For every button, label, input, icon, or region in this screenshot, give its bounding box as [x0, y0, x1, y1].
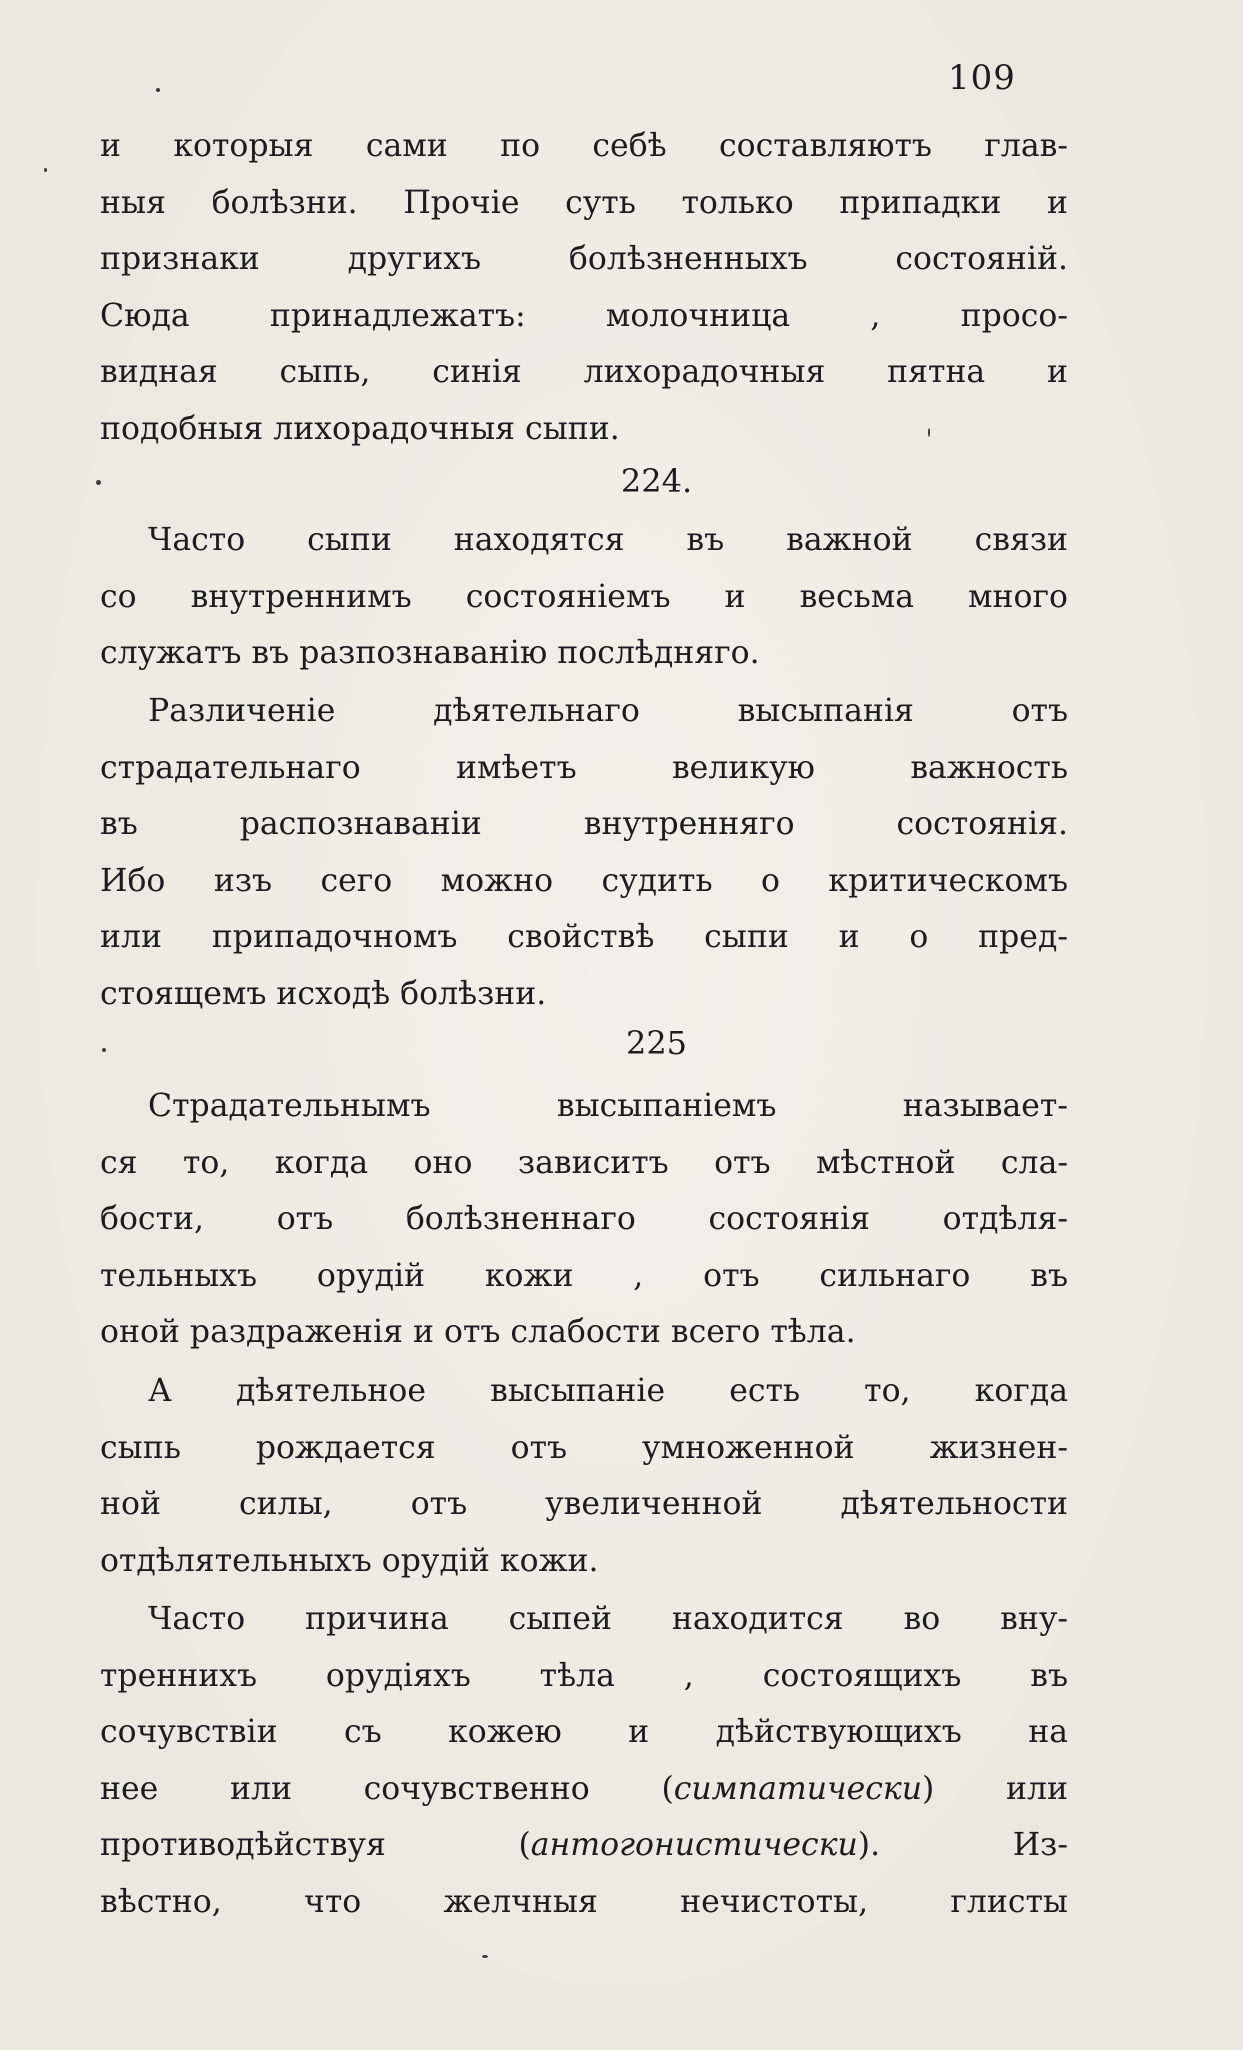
text-line: со внутреннимъ состояніемъ и весьма много [100, 578, 1068, 615]
text-fragment: ). Из- [857, 1827, 1068, 1863]
text-line: видная сыпь, синія лихорадочныя пятна и [100, 354, 1068, 390]
text-line: страдательнаго имѣетъ великую важность [100, 749, 1068, 786]
text-line: Страдательнымъ высыпаніемъ называет- [148, 1088, 1068, 1124]
paper-speck [96, 480, 101, 485]
text-line: Различеніе дѣятельнаго высыпанія отъ [148, 693, 1068, 729]
text-fragment: нее или сочувственно ( [100, 1770, 674, 1807]
page-number: 109 [948, 58, 1016, 98]
text-line [100, 1817, 1068, 1874]
text-line: Часто сыпи находятся въ важной связи [148, 522, 1068, 558]
paragraph-225-a [100, 1078, 1068, 1361]
italic-term: антогонистически [530, 1827, 858, 1863]
text-line: А дѣятельное высыпаніе есть то, когда [148, 1373, 1068, 1409]
text-line: вѣстно, что желчныя нечистоты, глисты [100, 1883, 1068, 1920]
text-line: Сюда принадлежатъ: молочница , просо- [100, 297, 1068, 334]
paragraph-225-c [100, 1591, 1068, 1930]
section-number-224: 224. [620, 462, 693, 500]
paper-speck [156, 88, 160, 92]
text-line: отдѣлятельныхъ орудій кожи. [100, 1542, 599, 1579]
text-line: бости, отъ болѣзненнаго состоянія отдѣля- [100, 1201, 1068, 1237]
text-line: ной силы, отъ увеличенной дѣятельности [100, 1486, 1068, 1522]
text-fragment: противодѣйствуя ( [100, 1827, 531, 1863]
paragraph-224-a [100, 512, 1068, 682]
paragraph-224-b [100, 683, 1068, 1022]
text-line: и которыя сами по себѣ составляютъ глав- [100, 128, 1068, 164]
text-line: сочувствіи съ кожею и дѣйствующихъ на [100, 1714, 1068, 1750]
paper-speck [102, 1048, 106, 1052]
text-line: подобныя лихорадочныя сыпи. [100, 410, 620, 447]
text-line: ся то, когда оно зависитъ отъ мѣстной сла- [100, 1144, 1068, 1181]
section-number-225: 225 [625, 1024, 688, 1062]
paper-speck [44, 168, 47, 172]
text-line: признаки другихъ болѣзненныхъ состояній. [100, 241, 1068, 277]
text-line: треннихъ орудіяхъ тѣла , состоящихъ въ [100, 1657, 1068, 1694]
text-line: въ распознаваніи внутренняго состоянія. [100, 806, 1068, 842]
text-line [100, 1761, 1068, 1818]
text-fragment: ) или [922, 1770, 1068, 1807]
text-line: тельныхъ орудій кожи , отъ сильнаго въ [100, 1257, 1068, 1294]
text-line: Ибо изъ сего можно судить о критическомъ [100, 862, 1068, 899]
paragraph-continuation [100, 118, 1068, 457]
text-line: оной раздраженія и отъ слабости всего тѣла. [100, 1314, 856, 1350]
text-line: или припадочномъ свойствѣ сыпи и о пред- [100, 919, 1068, 955]
text-line: служатъ въ разпознаванію послѣдняго. [100, 635, 760, 671]
paragraph-225-b [100, 1363, 1068, 1589]
text-line: стоящемъ исходѣ болѣзни. [100, 975, 547, 1012]
text-line: сыпь рождается отъ умноженной жизнен- [100, 1429, 1068, 1466]
paper-speck [482, 1955, 488, 1958]
text-line: Часто причина сыпей находится во вну- [148, 1601, 1068, 1637]
text-line: ныя болѣзни. Прочіе суть только припадки и [100, 184, 1068, 221]
paper-speck [928, 428, 930, 437]
italic-term: симпатически [673, 1770, 922, 1807]
